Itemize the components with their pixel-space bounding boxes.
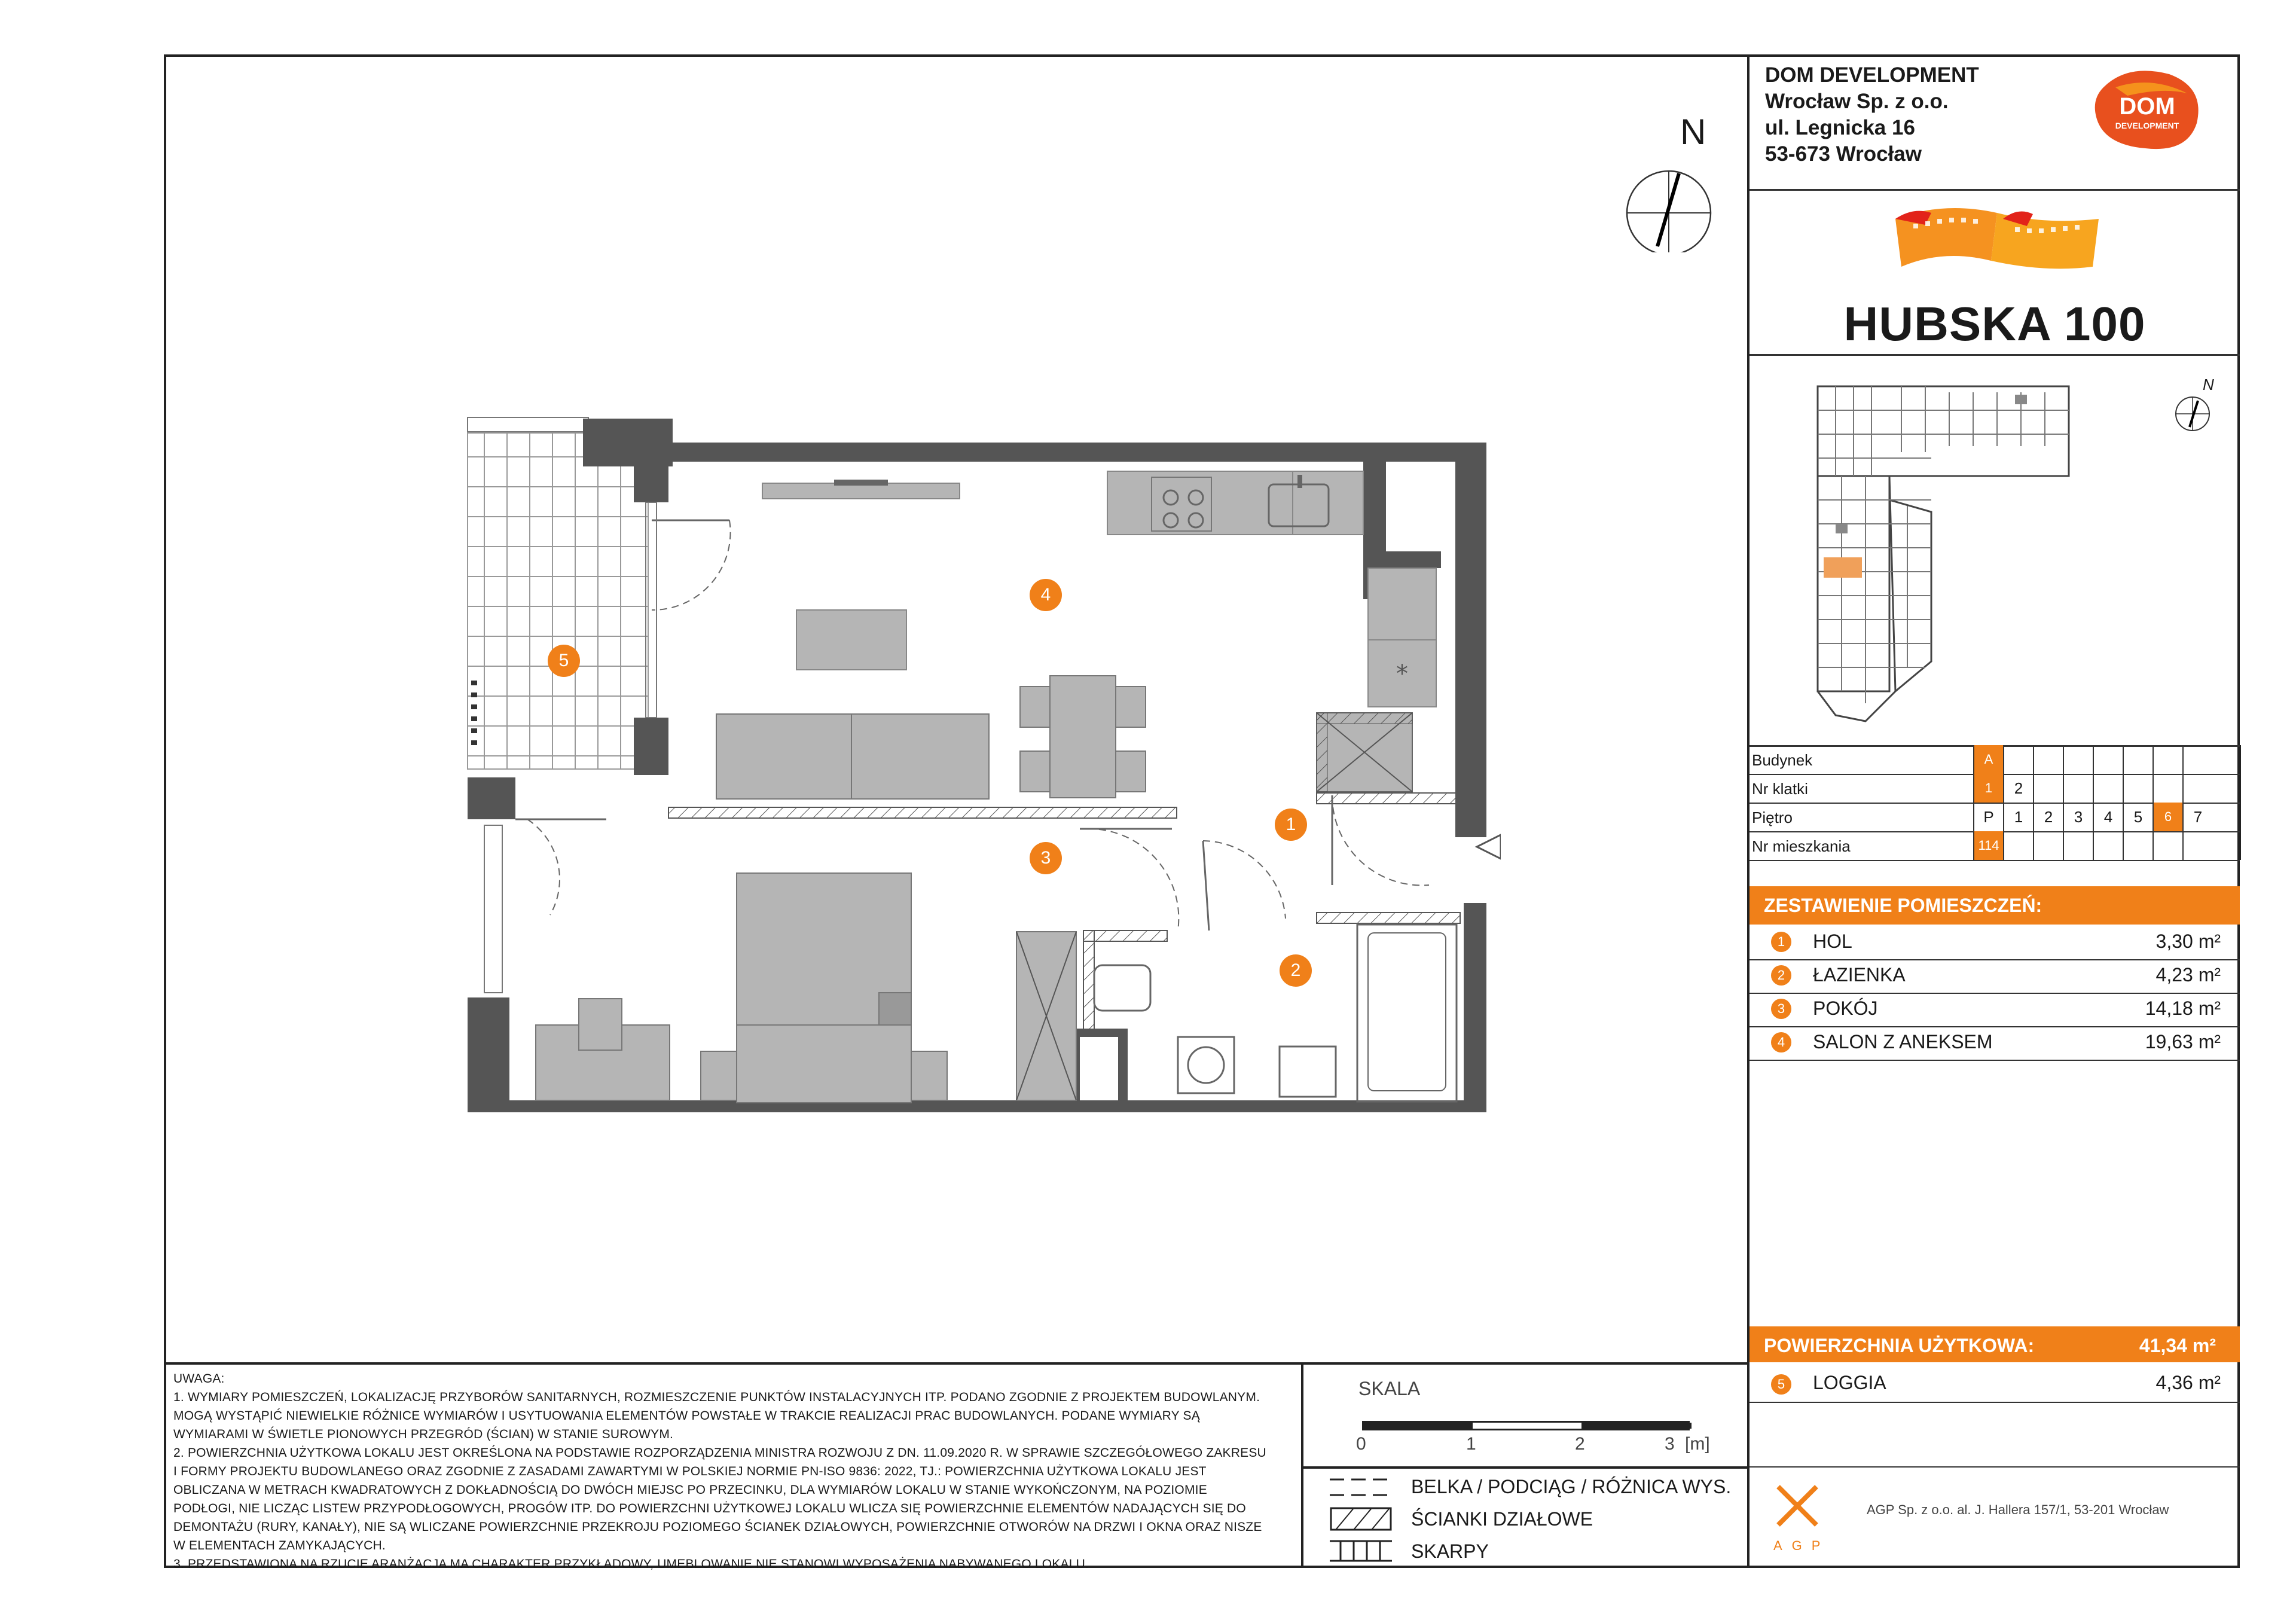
info-cell [2182, 745, 2212, 774]
notes-divider [164, 1362, 1748, 1365]
total-area-bar [1750, 1326, 2240, 1362]
room-marker: 3 [1771, 999, 1791, 1019]
total-area-label: POWIERZCHNIA UŻYTKOWA: [1764, 1335, 2035, 1356]
notes-scale-divider [1301, 1362, 1303, 1568]
minimap-compass [2172, 390, 2213, 432]
developer-name: DOM DEVELOPMENT [1765, 63, 1979, 87]
legend-partition-label: ŚCIANKI DZIAŁOWE [1411, 1508, 1593, 1530]
agp-line [1750, 1466, 2240, 1468]
room-row-line [1750, 1026, 2240, 1027]
dom-logo-sub: DEVELOPMENT [2115, 121, 2179, 130]
notes-line: 3. PRZEDSTAWIONA NA RZUCIE ARANŻACJA MA CHARAKTER PRZYKŁADOWY, UMEBLOWANIE NIE STANOWI WYPOSAŻENIA NABYWANEGO LOKALU. [173, 1557, 1089, 1571]
notes-block [173, 1369, 1297, 1573]
info-cell [2123, 774, 2152, 803]
info-table-edge [2240, 745, 2241, 860]
agp-address: AGP Sp. z o.o. al. J. Hallera 157/1, 53-201 Wrocław [1867, 1502, 2169, 1517]
notes-line: DEMONTAŻU (RURY, KANAŁY), NIE SĄ WLICZANE POWIERZCHNIE PRZEKROJU POZIOMEGO ŚCIANEK DZIAŁOWYCH, POWIERZCHNIE OTWORÓW NA DRZWI I OKNA ORAZ NISZE [173, 1520, 1262, 1534]
notes-line: OBLICZANA W METRACH KWADRATOWYCH Z DOKŁADNOŚCIĄ DO DWÓCH MIEJSC PO PRZECINKU, DLA WYMIARÓW LOKALU W STANIE WYKOŃCZONYM, NA POZIOMIE [173, 1483, 1207, 1497]
legend-reveal-label: SKARPY [1411, 1540, 1489, 1562]
rooms-header-label: ZESTAWIENIE POMIESZCZEŃ: [1764, 895, 2042, 916]
legend-beam-icon [1330, 1477, 1392, 1497]
info-cell: 114 [1973, 831, 2003, 860]
project-name: HUBSKA 100 [1843, 297, 2146, 350]
info-row-label: Nr klatki [1752, 780, 1808, 798]
room-row-line [1750, 993, 2240, 994]
room-row-line [1750, 959, 2240, 960]
plan-marker-room-2: 2 [1280, 954, 1312, 987]
developer-city: 53-673 Wrocław [1765, 142, 1922, 166]
scale-unit: [m] [1685, 1434, 1710, 1454]
notes-line: 2. POWIERZCHNIA UŻYTKOWA LOKALU JEST OKREŚLONA NA PODSTAWIE ROZPORZĄDZENIA MINISTRA ROZWOJU Z DN. 11.09.2020 R. W SPRAWIE SZCZEGÓŁOWEGO ZAKRESU [173, 1446, 1266, 1460]
legend-partition-icon [1330, 1507, 1392, 1531]
info-row-label: Piętro [1752, 809, 1793, 826]
legend-beam-label: BELKA / PODCIĄG / RÓŻNICA WYS. [1411, 1476, 1732, 1497]
info-cell [2123, 831, 2152, 860]
info-cell [2033, 774, 2063, 803]
scale-tick-3: 3 [1665, 1434, 1675, 1454]
info-cell [2003, 831, 2033, 860]
info-cell [2093, 831, 2123, 860]
info-cell [2093, 745, 2123, 774]
plan-marker-room-1: 1 [1275, 809, 1307, 841]
loggia-marker: 5 [1771, 1374, 1791, 1395]
room-name: ŁAZIENKA [1813, 964, 1906, 986]
info-cell [2063, 831, 2093, 860]
info-cell [2063, 745, 2093, 774]
scale-tick-1: 1 [1466, 1434, 1476, 1454]
info-cell [2063, 774, 2093, 803]
notes-line: MOGĄ WYSTĄPIĆ NIEWIELKIE RÓŻNICE WYMIARÓW I USYTUOWANIA ELEMENTÓW POWSTAŁE W TRAKCIE REALIZACJI PRAC BUDOWLANYCH. PODANE WYMIARY SĄ [173, 1409, 1200, 1423]
notes-line: 1. WYMIARY POMIESZCZEŃ, LOKALIZACJĘ PRZYBORÓW SANITARNYCH, ROZMIESZCZENIE PUNKTÓW INSTALACYJNYCH ITP. PODANO ZGODNIE Z PROJEKTEM BUDOWLANYM. [173, 1390, 1260, 1404]
info-row-label: Budynek [1752, 751, 1813, 769]
floor-plan [460, 413, 1501, 1130]
building-minimap [1812, 380, 2081, 727]
rooms-header [1750, 886, 2240, 925]
film-strip-logo [1889, 201, 2105, 291]
info-cell [2152, 831, 2182, 860]
info-cell [2152, 774, 2182, 803]
developer-company: Wrocław Sp. z o.o. [1765, 90, 1949, 113]
scale-label: SKALA [1358, 1378, 1421, 1399]
room-area: 3,30 m² [2155, 931, 2221, 952]
room-name: HOL [1813, 931, 1852, 952]
room-name: SALON Z ANEKSEM [1813, 1031, 1993, 1052]
info-cell [2003, 745, 2033, 774]
room-row-line [1750, 1060, 2240, 1061]
info-row-label: Nr mieszkania [1752, 837, 1851, 855]
info-cell: 6 [2152, 803, 2182, 831]
notes-title: UWAGA: [173, 1372, 225, 1386]
plan-marker-loggia: 5 [548, 645, 580, 677]
minimap-north-label: N [2203, 376, 2214, 393]
agp-mark: AGP [1773, 1538, 1830, 1553]
loggia-area: 4,36 m² [2155, 1372, 2221, 1393]
info-cell: 1 [2003, 803, 2033, 831]
room-marker: 1 [1771, 932, 1791, 952]
info-cell [2033, 745, 2063, 774]
header-line-2 [1750, 354, 2240, 356]
notes-line: I FORMY PROJEKTU BUDOWLANEGO ORAZ ZGODNIE Z ZASADAMI ZAWARTYMI W POLSKIEJ NORMIE PN-ISO 9836: 2022, TJ.: POWIERZCHNIA UŻYTKOWA LOKALU JEST [173, 1465, 1207, 1478]
svg-text:*: * [1396, 660, 1408, 688]
scale-tick-2: 2 [1575, 1434, 1585, 1454]
info-cell: P [1973, 803, 2003, 831]
info-cell [2182, 774, 2212, 803]
north-label: N [1680, 112, 1706, 152]
info-cell: 7 [2182, 803, 2212, 831]
agp-logo-icon [1773, 1482, 1821, 1530]
info-cell: 2 [2033, 803, 2063, 831]
plan-marker-room-4: 4 [1030, 579, 1062, 611]
notes-line: PODŁOGI, NIE LICZĄC LISTEW PRZYPODŁOGOWYCH, PROGÓW ITP. DO POWIERZCHNI UŻYTKOWEJ LOKALU WLICZA SIĘ POWIERZCHNIE ELEMENTÓW NADAJĄCYCH SIĘ DO [173, 1502, 1246, 1515]
room-marker: 2 [1771, 965, 1791, 986]
info-cell [2123, 745, 2152, 774]
developer-street: ul. Legnicka 16 [1765, 116, 1915, 139]
total-area-value: 41,34 m² [2139, 1335, 2216, 1356]
room-area: 14,18 m² [2145, 997, 2221, 1019]
info-cell: 5 [2123, 803, 2152, 831]
room-name: POKÓJ [1813, 997, 1878, 1019]
loggia-line [1750, 1402, 2240, 1403]
room-area: 4,23 m² [2155, 964, 2221, 986]
info-row-line [1750, 860, 2240, 861]
room-marker: 4 [1771, 1032, 1791, 1052]
info-cell: 4 [2093, 803, 2123, 831]
scale-legend-divider [1301, 1466, 1750, 1469]
info-cell: 2 [2003, 774, 2033, 803]
info-cell: 3 [2063, 803, 2093, 831]
info-cell [2152, 745, 2182, 774]
room-area: 19,63 m² [2145, 1031, 2221, 1052]
info-cell: A [1973, 745, 2003, 774]
scale-tick-0: 0 [1356, 1434, 1366, 1454]
info-cell [2093, 774, 2123, 803]
legend-reveal-icon [1330, 1539, 1392, 1562]
north-compass-icon [1624, 163, 1714, 252]
info-cell [2033, 831, 2063, 860]
dom-logo-text: DOM [2119, 93, 2175, 120]
dom-logo [2092, 69, 2203, 153]
loggia-name: LOGGIA [1813, 1372, 1886, 1393]
notes-line: W ELEMENTACH ZAMYKAJĄCYCH. [173, 1539, 386, 1552]
info-cell: 1 [1973, 774, 2003, 803]
info-cell [2182, 831, 2212, 860]
plan-marker-room-3: 3 [1030, 842, 1062, 874]
scale-bar [1362, 1421, 1690, 1430]
developer-block [1765, 62, 1979, 167]
notes-line: WYMIARAMI W ŚWIETLE PIONOWYCH PRZEGRÓD (ŚCIAN) W STANIE SUROWYM. [173, 1427, 674, 1441]
header-line-1 [1750, 189, 2240, 191]
